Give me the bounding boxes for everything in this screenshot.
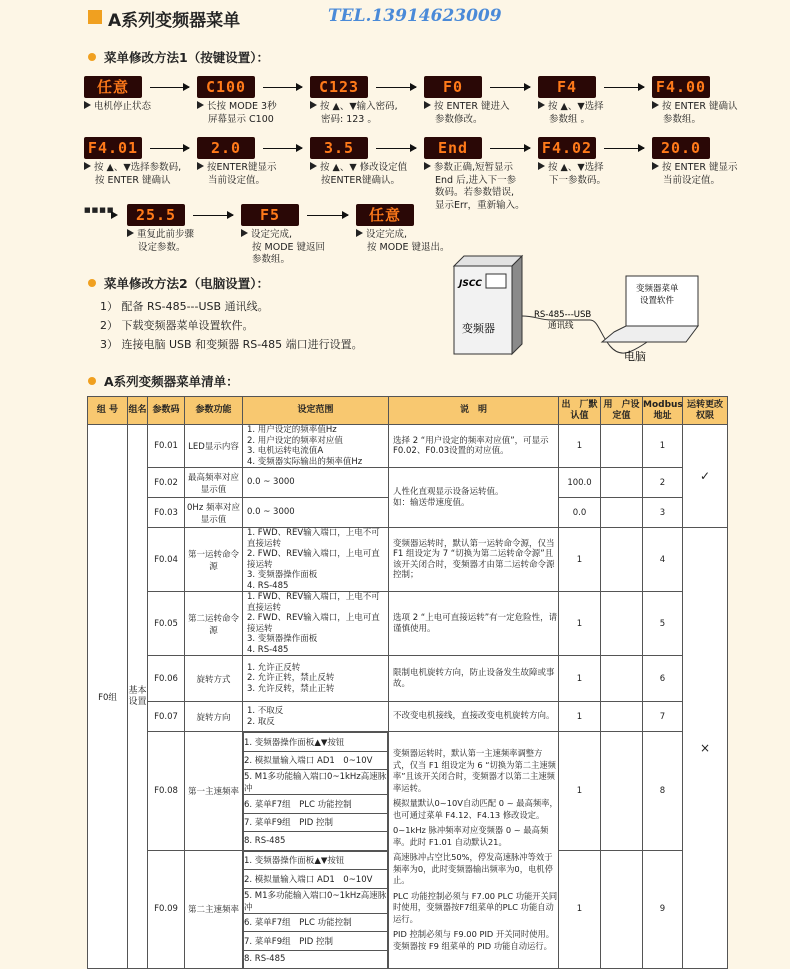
bullet-icon	[88, 279, 96, 287]
param-code: F0.08	[148, 732, 185, 851]
param-code: F0.09	[148, 850, 185, 969]
param-code: F0.04	[148, 528, 185, 592]
step-description: 设定完成, 按 MODE 键返回 参数组。	[241, 229, 325, 267]
step-description: 电机停止状态	[84, 101, 151, 114]
param-description	[389, 732, 559, 969]
range-option: 0.0 ~ 3000	[247, 507, 295, 518]
step-description: 按 ENTER 键确认 参数组。	[652, 101, 738, 126]
group-cell: F0组	[88, 425, 128, 969]
lcd-display: C123	[310, 76, 368, 98]
desc-line: 高速脉冲占空比50%，停发高速脉冲等效于频率为0，此时变频器输出频率为0，电机停止。	[393, 852, 553, 885]
range-option: 7. 菜单F9组 PID 控制	[244, 932, 388, 951]
pointer-icon	[356, 229, 363, 237]
flow-arrow	[150, 87, 189, 88]
default-value: 1	[559, 850, 601, 969]
param-description	[389, 468, 559, 528]
flow-arrow	[307, 215, 348, 216]
lcd-display: F5	[241, 204, 299, 226]
pointer-icon	[241, 229, 248, 237]
table-row	[88, 592, 728, 656]
param-range	[243, 850, 389, 969]
range-option: 7. 菜单F9组 PID 控制	[244, 813, 388, 832]
inverter-label: 变频器	[462, 322, 495, 335]
range-option: 1. 允许正反转	[247, 662, 301, 673]
col-header: 参数功能	[185, 397, 243, 425]
range-option: 4. 变频器实际输出的频率值Hz	[247, 456, 363, 467]
desc-line: PID 控制必须与 F9.00 PID 开关同时使用。变频器按 F9 组菜单的 PID 功能自动运行。	[393, 929, 555, 951]
pc-connection-diagram	[440, 248, 740, 368]
continuation-dots: ■■■■	[84, 206, 115, 214]
default-value: 0.0	[559, 498, 601, 528]
param-description: 不改变电机接线，直接改变电机旋转方向。	[389, 702, 559, 732]
step-description: 按 ▲、▼选择 参数组 。	[538, 101, 604, 126]
lcd-display: F4.02	[538, 137, 596, 159]
range-option: 2. FWD、REV输入端口，上电可直接运转	[247, 613, 380, 634]
range-option: 8. RS-485	[244, 950, 388, 968]
user-value	[601, 850, 643, 969]
desc-line: 人性化直观显示设备运转值。	[393, 487, 504, 497]
col-header: 组 号	[88, 397, 128, 425]
step-description: 按 ▲、▼选择参数码, 按 ENTER 键确认	[84, 162, 181, 187]
cable-label: RS-485---USB	[534, 310, 592, 320]
param-function: 第一运转命令源	[185, 528, 243, 592]
default-value: 1	[559, 592, 601, 656]
modbus-address: 5	[643, 592, 683, 656]
lcd-display: C100	[197, 76, 255, 98]
range-option: 1. 不取反	[247, 706, 284, 716]
lcd-display: 2.0	[197, 137, 255, 159]
flow-arrow	[263, 148, 302, 149]
user-value	[601, 702, 643, 732]
step-description: 参数正确,短暂显示 End 后,进入下一参 数码。若参数错误, 显示Err，重新输入。	[424, 162, 525, 212]
param-function: 最高频率对应显示值	[185, 468, 243, 498]
modbus-address: 2	[643, 468, 683, 498]
default-value: 1	[559, 732, 601, 851]
pointer-icon	[84, 162, 91, 170]
pc-label: 电脑	[624, 350, 646, 363]
modbus-address: 1	[643, 425, 683, 468]
pointer-icon	[424, 101, 431, 109]
param-range	[243, 528, 389, 592]
lcd-display: 25.5	[127, 204, 185, 226]
default-value: 1	[559, 656, 601, 702]
range-option: 1. FWD、REV输入端口，上电不可直接运转	[247, 528, 380, 549]
modbus-address: 4	[643, 528, 683, 592]
param-range	[243, 498, 389, 528]
param-range	[243, 656, 389, 702]
param-function: LED显示内容	[185, 425, 243, 468]
desc-line: 0~1kHz 脉冲频率对应变频器 0 ~ 最高频率。此时 F1.01 自动默认21。	[393, 825, 549, 847]
flow-arrow	[604, 87, 644, 88]
default-value: 1	[559, 702, 601, 732]
table-row	[88, 656, 728, 702]
col-header: 参数码	[148, 397, 185, 425]
user-value	[601, 468, 643, 498]
flow-arrow	[376, 87, 416, 88]
param-range	[243, 468, 389, 498]
range-option: 2. 模拟量输入端口 AD1 0~10V	[244, 870, 388, 889]
range-option: 8. RS-485	[244, 832, 388, 850]
pointer-icon	[84, 101, 91, 109]
range-option: 0.0 ~ 3000	[247, 477, 295, 488]
range-option: 6. 菜单F7组 PLC 功能控制	[244, 795, 388, 814]
method2-heading: 菜单修改方法2（电脑设置）：	[88, 274, 269, 292]
range-option: 3. 变频器操作面板	[247, 634, 318, 644]
param-function: 第一主速频率	[185, 732, 243, 851]
inverter-display	[486, 274, 506, 288]
range-option: 5. M1多功能输入端口0~1kHz高速脉冲	[244, 770, 388, 795]
inverter-top	[454, 256, 522, 266]
col-header: 组名	[128, 397, 148, 425]
param-range	[243, 425, 389, 468]
range-option: 4. RS-485	[247, 580, 289, 591]
group-name-cell: 基本设置	[128, 425, 148, 969]
range-option: 2. 模拟量输入端口 AD1 0~10V	[244, 751, 388, 770]
bullet-icon	[88, 377, 96, 385]
modbus-address: 7	[643, 702, 683, 732]
pointer-icon	[197, 162, 204, 170]
step-description: 按 ▲、▼输入密码, 密码: 123 。	[310, 101, 398, 126]
method1-heading: 菜单修改方法1（按键设置）：	[88, 48, 269, 66]
method2-step: 2） 下载变频器菜单设置软件。	[100, 319, 254, 332]
pointer-icon	[197, 101, 204, 109]
pointer-icon	[310, 162, 317, 170]
step-description: 重复此前步骤 设定参数。	[127, 229, 194, 254]
modbus-address: 6	[643, 656, 683, 702]
user-value	[601, 592, 643, 656]
col-header: 说 明	[389, 397, 559, 425]
user-value	[601, 425, 643, 468]
screen-text: 变频器菜单	[636, 284, 679, 294]
range-option: 5. M1多功能输入端口0~1kHz高速脉冲	[244, 888, 388, 913]
step-description: 按 ▲、▼ 修改设定值 按ENTER键确认。	[310, 162, 407, 187]
table-row	[88, 425, 728, 468]
col-header: 出 厂默认值	[559, 397, 601, 425]
inverter-side	[512, 256, 522, 354]
col-header: 运转更改权限	[683, 397, 728, 425]
flow-arrow	[490, 148, 530, 149]
step-description: 按ENTER键显示 当前设定值。	[197, 162, 277, 187]
change-permission-cross: ×	[683, 528, 728, 969]
change-permission-check: ✓	[683, 425, 728, 528]
range-option: 2. 取反	[247, 716, 275, 727]
lcd-display: F4.00	[652, 76, 710, 98]
title-marker	[88, 10, 102, 24]
lcd-display: 20.0	[652, 137, 710, 159]
pointer-icon	[424, 162, 431, 170]
range-option: 2. FWD、REV输入端口，上电可直接运转	[247, 549, 380, 570]
screen-text: 设置软件	[640, 296, 675, 306]
param-code: F0.06	[148, 656, 185, 702]
lcd-display: 任意	[84, 76, 142, 98]
col-header: 设定范围	[243, 397, 389, 425]
lcd-display: End	[424, 137, 482, 159]
param-code: F0.02	[148, 468, 185, 498]
param-range	[243, 592, 389, 656]
desc-line: 模拟量默认0~10V自动匹配 0 ~ 最高频率，也可通过菜单 F4.12、F4.13 修改设定。	[393, 798, 558, 820]
desc-line: 如：输送带速度值。	[393, 497, 470, 508]
step-description: 按 ENTER 键进入 参数修改。	[424, 101, 510, 126]
step-description: 按 ENTER 键显示 当前设定值。	[652, 162, 738, 187]
param-function: 第二主速频率	[185, 850, 243, 969]
param-function: 0Hz 频率对应显示值	[185, 498, 243, 528]
user-value	[601, 732, 643, 851]
param-description: 选择 2 “用户设定的频率对应值”，可显示 F0.02、F0.03设置的对应值。	[389, 425, 559, 468]
user-value	[601, 528, 643, 592]
col-header: Modbus地址	[643, 397, 683, 425]
user-value	[601, 498, 643, 528]
modbus-address: 3	[643, 498, 683, 528]
method2-step: 3） 连接电脑 USB 和变频器 RS-485 端口进行设置。	[100, 338, 363, 351]
range-option: 1. 变频器操作面板▲▼按钮	[244, 851, 388, 870]
method2-step: 1） 配备 RS-485---USB 通讯线。	[100, 300, 269, 313]
range-option: 2. 允许正转，禁止反转	[247, 673, 335, 684]
range-option: 4. RS-485	[247, 644, 289, 655]
param-code: F0.05	[148, 592, 185, 656]
table-row	[88, 468, 728, 498]
lcd-display: 3.5	[310, 137, 368, 159]
default-value: 1	[559, 425, 601, 468]
flow-arrow	[193, 215, 233, 216]
param-range	[243, 732, 389, 851]
pointer-icon	[310, 101, 317, 109]
default-value: 100.0	[559, 468, 601, 498]
range-option: 1. FWD、REV输入端口，上电不可直接运转	[247, 592, 380, 613]
lcd-display: F4	[538, 76, 596, 98]
phone-number: TEL.13914623009	[328, 6, 502, 26]
desc-line: 变频器运转时，默认第一主速频率调整方式，仅当 F1 组设定为 6 “切换为第二主速频率”且该开关闭合时，变频器才以第二主速频率运转。	[393, 748, 556, 793]
page-title: A系列变频器菜单	[108, 11, 241, 31]
range-option: 1. 变频器操作面板▲▼按钮	[244, 733, 388, 752]
pointer-icon	[538, 101, 545, 109]
default-value: 1	[559, 528, 601, 592]
table-row	[88, 702, 728, 732]
range-option: 3. 允许反转，禁止正转	[247, 683, 335, 694]
pointer-icon	[652, 101, 659, 109]
desc-line: PLC 功能控制必须与 F7.00 PLC 功能开关同时使用，变频器按F7组菜单的PLC 功能自动运行。	[393, 890, 558, 924]
param-code: F0.03	[148, 498, 185, 528]
cable-label: 通讯线	[548, 321, 574, 331]
param-range	[243, 702, 389, 732]
range-option: 3. 变频器操作面板	[247, 570, 318, 580]
step-description: 设定完成, 按 MODE 键退出。	[356, 229, 450, 254]
bullet-icon	[88, 53, 96, 61]
parameter-table	[87, 396, 728, 969]
modbus-address: 9	[643, 850, 683, 969]
inverter-brand: JSCC	[459, 279, 483, 289]
flow-arrow	[604, 148, 644, 149]
param-function: 旋转方向	[185, 702, 243, 732]
lcd-display: F0	[424, 76, 482, 98]
param-description: 变频器运转时，默认第一运转命令源，仅当 F1 组设定为 7 “切换为第二运转命令源”且该开关闭合时，变频器才由第二运转命令源控制；	[389, 528, 559, 592]
table-row	[88, 732, 728, 851]
pointer-icon	[652, 162, 659, 170]
list-heading: A系列变频器菜单清单：	[88, 372, 239, 390]
modbus-address: 8	[643, 732, 683, 851]
range-option: 1. 用户设定的频率值Hz	[247, 425, 337, 435]
pointer-icon	[538, 162, 545, 170]
flow-arrow	[490, 87, 530, 88]
flow-arrow	[150, 148, 189, 149]
pointer-icon	[127, 229, 134, 237]
param-code: F0.01	[148, 425, 185, 468]
param-function: 第二运转命令源	[185, 592, 243, 656]
step-description: 按 ▲、▼选择 下一参数码。	[538, 162, 606, 187]
param-code: F0.07	[148, 702, 185, 732]
user-value	[601, 656, 643, 702]
laptop-keyboard	[602, 326, 698, 342]
flow-arrow	[376, 148, 416, 149]
param-description: 限制电机旋转方向，防止设备发生故障或事故。	[389, 656, 559, 702]
param-function: 旋转方式	[185, 656, 243, 702]
range-option: 6. 菜单F7组 PLC 功能控制	[244, 913, 388, 932]
table-header-row	[88, 397, 728, 425]
lcd-display: F4.01	[84, 137, 142, 159]
param-description: 选项 2 “上电可直接运转”有一定危险性，请谨慎使用。	[389, 592, 559, 656]
range-option: 2. 用户设定的频率对应值	[247, 435, 343, 446]
step-description: 长按 MODE 3秒 屏幕显示 C100	[197, 101, 277, 126]
page-header	[0, 0, 790, 36]
flow-arrow	[263, 87, 302, 88]
table-row	[88, 528, 728, 592]
col-header: 用 户设定值	[601, 397, 643, 425]
range-option: 3. 电机运转电流值A	[247, 446, 324, 456]
lcd-display: 任意	[356, 204, 414, 226]
